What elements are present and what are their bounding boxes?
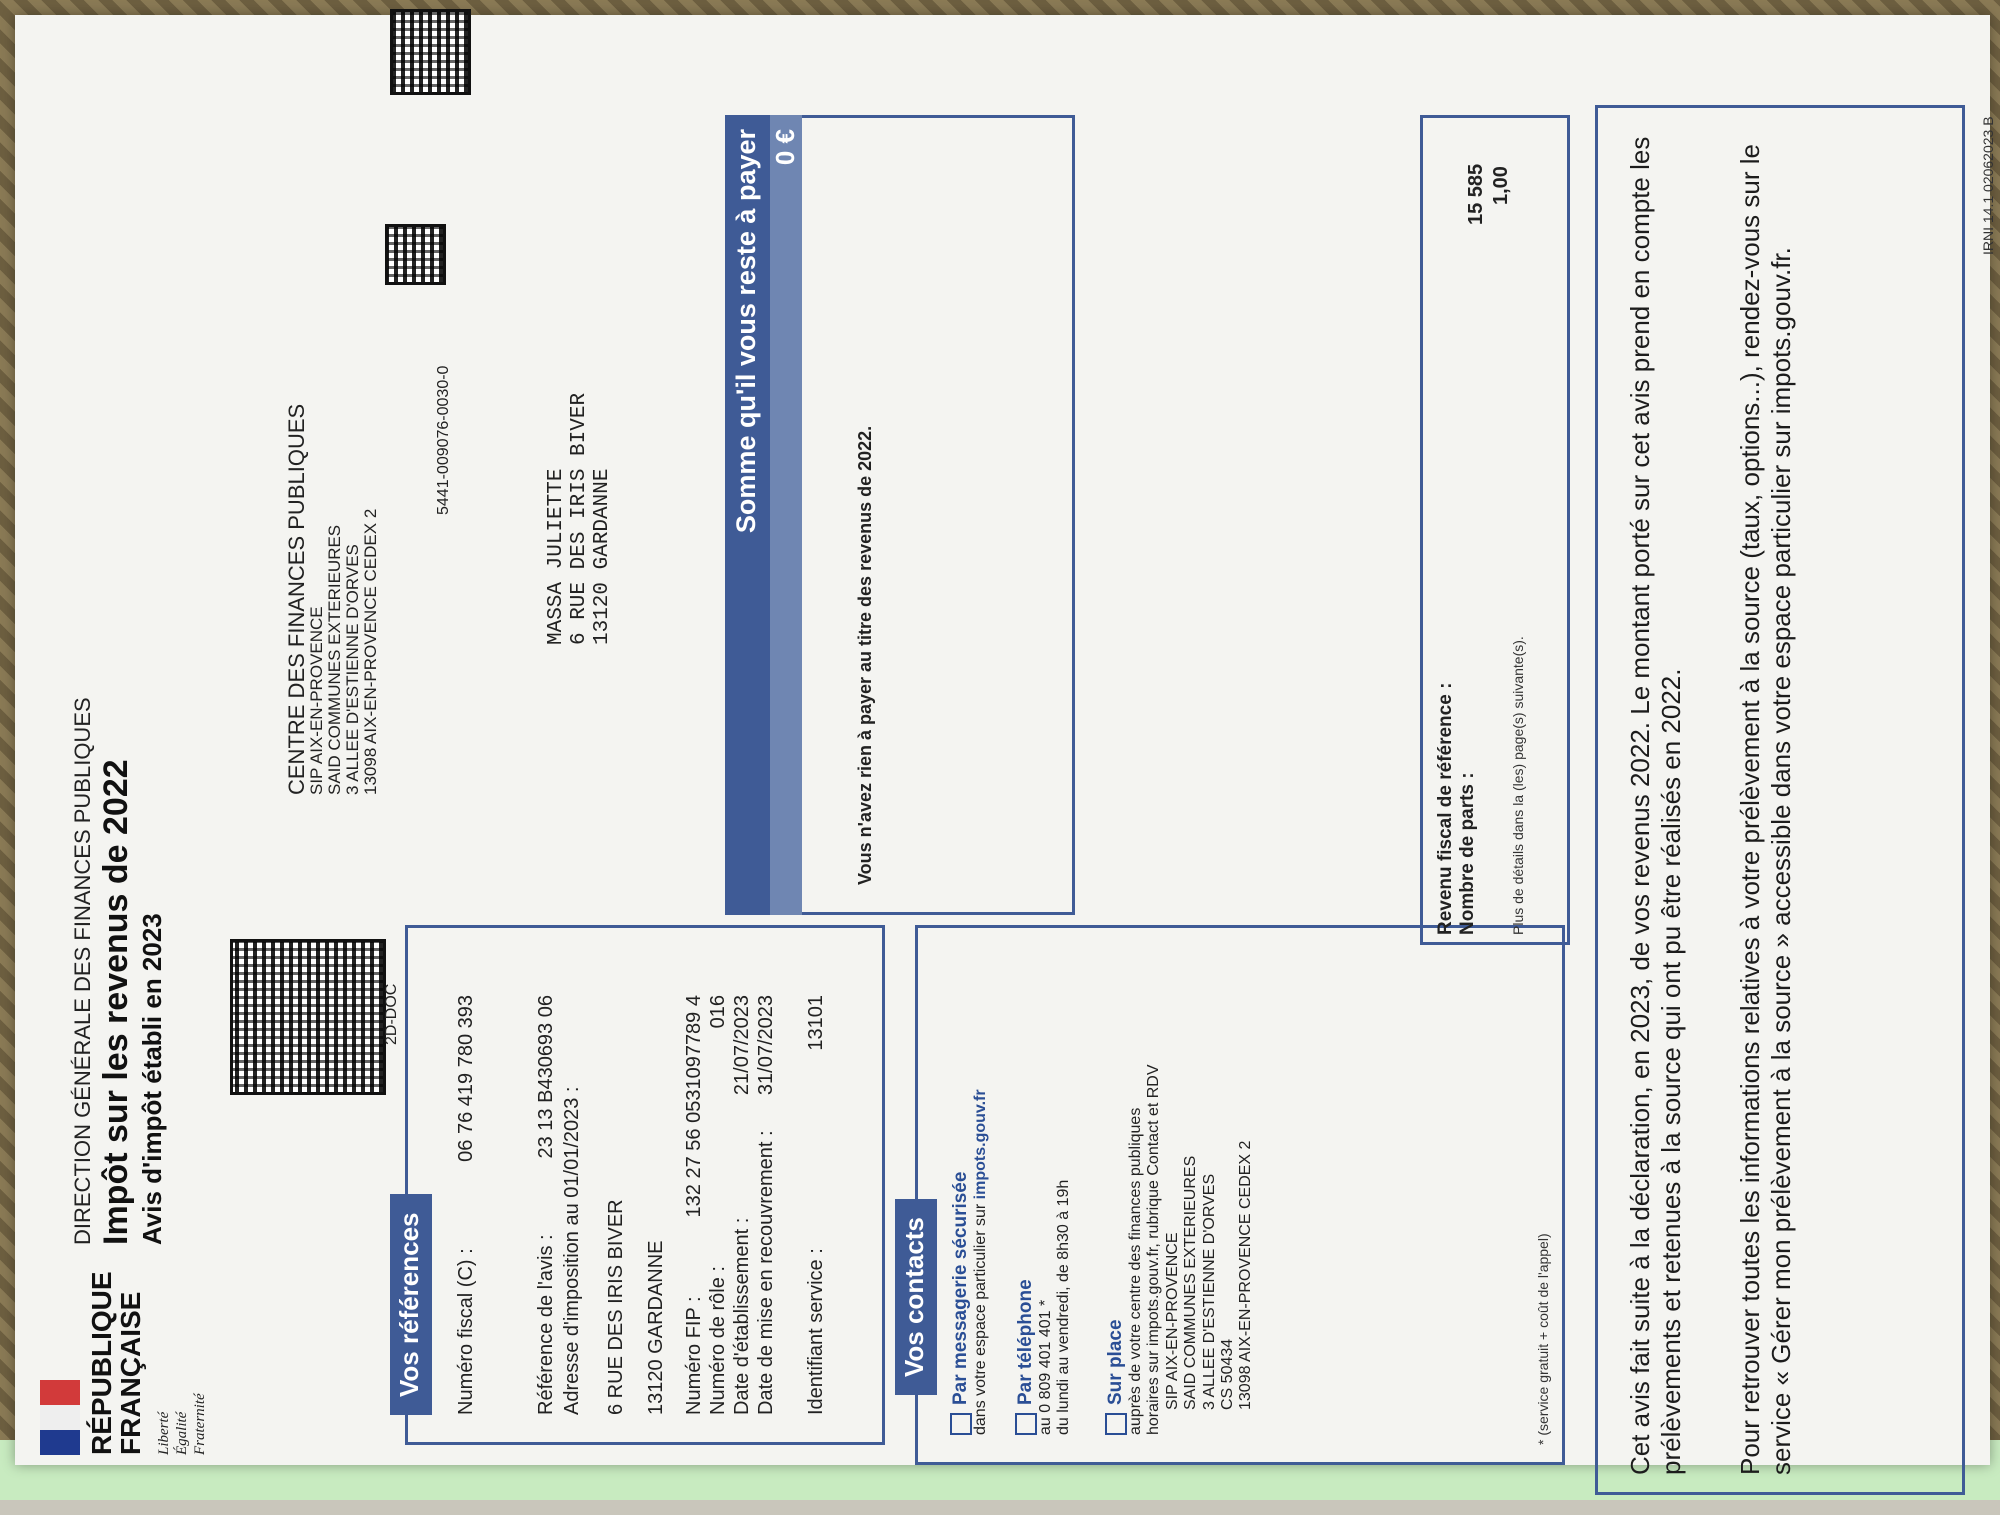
addressee-line: MASSA JULIETTE: [545, 468, 568, 645]
recouv-label: Date de mise en recouvrement :: [755, 1130, 777, 1415]
surplace-addr-line: 13098 AIX-EN-PROVENCE CEDEX 2: [1237, 1140, 1255, 1410]
notice-paragraph-2: Pour retrouver toutes les informations relatives à votre prélèvement à la source (taux, options...), rendez-vous sur le service « Gérer mon prélèvement à la source » accessible dans votre espace particulier sur impots.gouv.fr.: [1735, 144, 1797, 1475]
addressee-line: 13120 GARDANNE: [591, 468, 615, 645]
parts-value: 1,00: [1490, 166, 1512, 205]
fip: [683, 995, 706, 1415]
centre-name: CENTRE DES FINANCES PUBLIQUES: [284, 403, 309, 795]
numero-fiscal-label: Numéro fiscal (C) :: [455, 1248, 477, 1415]
somme-amount-bar: [770, 115, 802, 915]
service-value: 13101: [805, 995, 827, 1051]
direction-label: DIRECTION GÉNÉRALE DES FINANCES PUBLIQUES: [70, 697, 95, 1245]
telephone-number: au 0 809 401 401 *: [1037, 1299, 1055, 1435]
surplace-title: Sur place: [1105, 1319, 1127, 1405]
building-icon: [1105, 1413, 1127, 1435]
adresse-label: Adresse d'imposition au 01/01/2023 :: [561, 1086, 583, 1415]
centre-line: SAID COMMUNES EXTERIEURES: [324, 524, 344, 795]
surplace-text1: auprès de votre centre des finances publiques: [1127, 1107, 1144, 1435]
references-title: Vos références: [390, 1194, 432, 1415]
recouv-value: 31/07/2023: [755, 995, 777, 1096]
marianne-logo: [40, 1380, 80, 1455]
somme-message: Vous n'avez rien à payer au titre des revenus de 2022.: [855, 425, 875, 885]
addressee-block: [545, 393, 614, 645]
contacts-title: Vos contacts: [895, 1199, 937, 1395]
role-value: 016: [707, 995, 729, 1029]
footnote: * (service gratuit + coût de l'appel): [1535, 1233, 1551, 1445]
ref-avis-label: Référence de l'avis :: [535, 1234, 557, 1415]
motto-fraternite: Fraternité: [192, 1393, 208, 1455]
centre-block: [285, 404, 379, 795]
motto-liberte: Liberté: [156, 1411, 172, 1455]
details-note: Plus de détails dans la (les) page(s) suivante(s).: [1510, 636, 1526, 935]
impots-link[interactable]: impots.gouv.fr: [972, 1089, 990, 1200]
etablissement: [731, 995, 754, 1415]
numero-fiscal-value: 06 76 419 780 393: [455, 995, 477, 1162]
surplace-addr-line: 3 ALLEE D'ESTIENNE D'ORVES: [1200, 1173, 1218, 1410]
service-label: Identifiant service :: [805, 1248, 827, 1415]
numero-fiscal: [455, 995, 478, 1415]
centre-line: 13098 AIX-EN-PROVENCE CEDEX 2: [360, 508, 380, 795]
etab-label: Date d'établissement :: [731, 1217, 753, 1415]
surplace-addr-line: SAID COMMUNES EXTERIEURES: [1182, 1155, 1200, 1410]
messagerie-text: dans votre espace particulier sur: [972, 1203, 990, 1435]
fip-value: 132 27 56 0531097789 4: [683, 995, 705, 1218]
computer-icon: [950, 1413, 972, 1435]
fip-label: Numéro FIP :: [683, 1296, 705, 1415]
2d-doc-label: 2D-DOC: [383, 983, 400, 1045]
adresse-line-1: 6 RUE DES IRIS BIVER: [605, 1199, 627, 1415]
rfr-label: Revenu fiscal de référence :: [1435, 682, 1456, 935]
ref-avis-value: 23 13 B430693 06: [535, 995, 557, 1159]
role: [707, 995, 730, 1415]
surplace-addr-line: SIP AIX-EN-PROVENCE: [1163, 1232, 1181, 1410]
phone-icon: [1015, 1413, 1037, 1435]
etab-value: 21/07/2023: [731, 995, 753, 1096]
document-body: [15, 15, 2000, 1515]
centre-code: 5441-009076-0030-0: [435, 365, 452, 515]
addressee-line: 6 RUE DES IRIS BIVER: [568, 392, 592, 645]
somme-title: Somme qu'il vous reste à payer: [731, 129, 761, 534]
messagerie-title: Par messagerie sécurisée: [950, 1171, 972, 1405]
small-datamatrix: [385, 224, 446, 285]
motto-egalite: Égalité: [174, 1411, 190, 1455]
surplace-addr-line: CS 50434: [1218, 1338, 1236, 1410]
notice-paragraph-1: Cet avis fait suite à la déclaration, en 2023, de vos revenus 2022. Le montant porté sur cet avis prend en compte les prélèvements et retenues à la source qui ont pu être réalisés en 2022.: [1625, 136, 1687, 1475]
identifiant-service: [805, 995, 828, 1415]
page-title: Impôt sur les revenus de 2022: [97, 759, 135, 1245]
somme-amount: 0 €: [770, 129, 800, 166]
rfr-value: 15 585: [1465, 163, 1487, 225]
role-label: Numéro de rôle :: [707, 1266, 729, 1415]
centre-line: SIP AIX-EN-PROVENCE: [307, 606, 327, 795]
surplace-text2: horaires sur impots.gouv.fr, rubrique Contact et RDV: [1145, 1064, 1163, 1435]
ref-avis: [535, 995, 558, 1415]
telephone-block: [1015, 1180, 1073, 1435]
telephone-title: Par téléphone: [1015, 1279, 1037, 1405]
motto: [155, 1393, 209, 1455]
surplace-block: [1105, 1064, 1256, 1435]
page-subtitle: Avis d'impôt établi en 2023: [137, 913, 167, 1245]
messagerie-block: [950, 1089, 990, 1435]
centre-line: 3 ALLEE D'ESTIENNE D'ORVES: [342, 544, 362, 795]
telephone-hours: du lundi au vendredi, de 8h30 à 19h: [1055, 1179, 1073, 1435]
tax-notice-page: [15, 15, 1996, 1475]
recouvrement: [755, 995, 778, 1415]
parts-label: Nombre de parts :: [1457, 772, 1478, 935]
corner-datamatrix: [390, 9, 471, 95]
republic-name: RÉPUBLIQUE FRANÇAISE: [86, 1271, 147, 1455]
footer-code: IRNI 14.1 02062023 B: [1980, 116, 1996, 255]
somme-header: [725, 115, 770, 915]
adresse-line-2: 13120 GARDANNE: [645, 1240, 667, 1415]
2d-doc-barcode: [230, 939, 386, 1095]
